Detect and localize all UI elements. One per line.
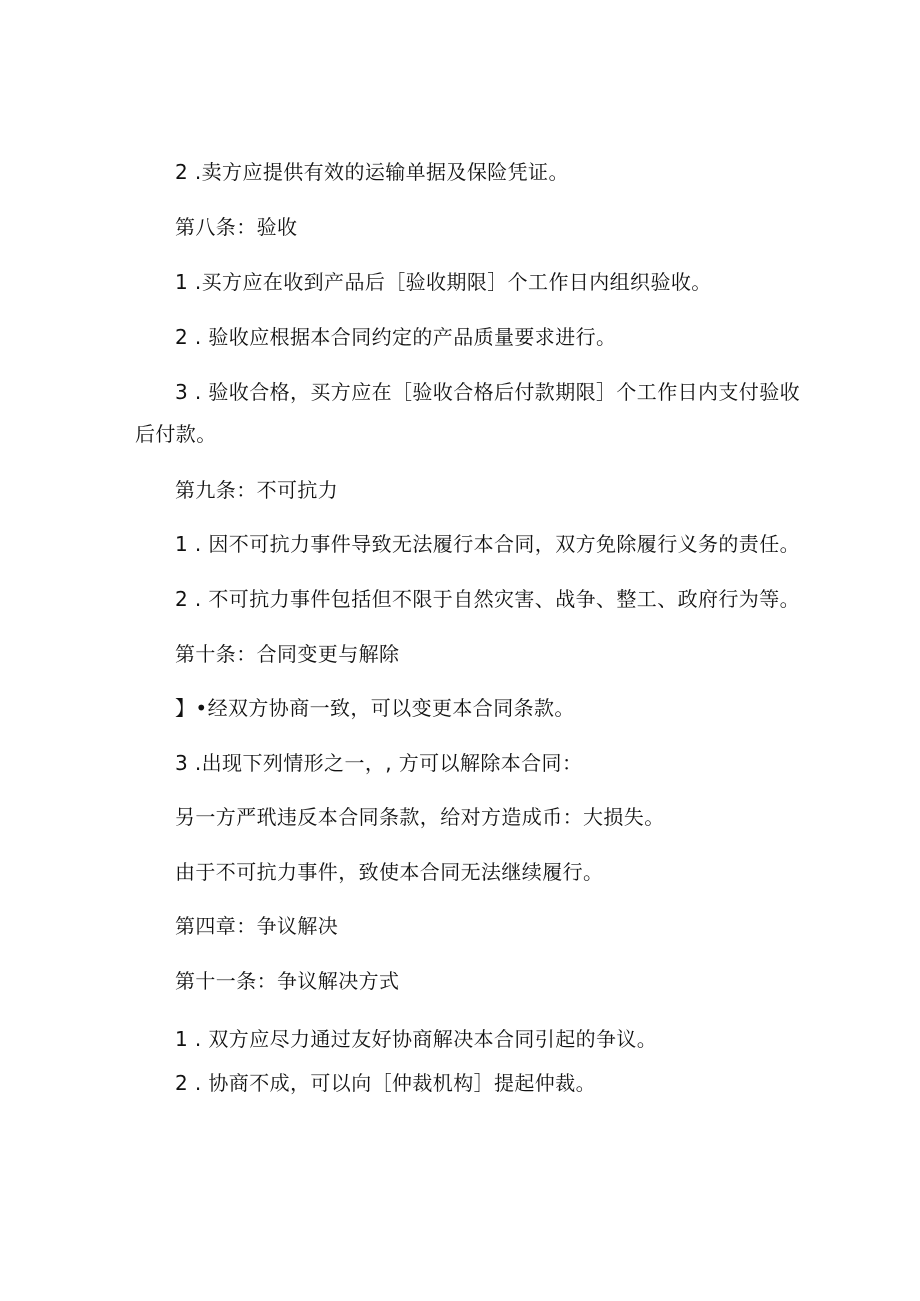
clause-8-item-3-continued: 后付款。 [135,422,217,446]
article-8-heading: 第八条：验收 [175,215,298,239]
clause-10-condition-1: 另一方严玳违反本合同条款，给对方造成币：大损失。 [175,805,665,829]
clause-7-item-2: 2 .卖方应提供有效的运输单据及保险凭证。 [175,160,569,184]
clause-11-item-1: 1 . 双方应尽力通过友好协商解决本合同引起的争议。 [175,1027,658,1051]
article-9-heading: 第九条：不可抗力 [175,478,339,502]
clause-11-item-2: 2 . 协商不成，可以向［仲裁机构］提起仲裁。 [175,1071,596,1095]
article-11-heading: 第十一条：争议解决方式 [175,969,400,993]
clause-9-item-2: 2 . 不可抗力事件包括但不限于自然灾害、战争、整工、政府行为等。 [175,587,800,611]
chapter-4-heading: 第四章：争议解决 [175,914,339,938]
clause-9-item-1: 1 . 因不可抗力事件导致无法履行本合同，双方免除履行义务的责任。 [175,532,800,556]
clause-8-item-1: 1 .买方应在收到产品后［验收期限］个工作日内组织验收。 [175,270,712,294]
article-10-heading: 第十条：合同变更与解除 [175,642,400,666]
clause-10-item-1: 】•经双方协商一致，可以变更本合同条款。 [175,696,575,720]
clause-10-item-2: 3 .出现下列情形之一，, 方可以解除本合同： [175,751,583,775]
clause-10-condition-2: 由于不可抗力事件，致使本合同无法继续履行。 [175,860,604,884]
clause-8-item-3: 3 . 验收合格，买方应在［验收合格后付款期限］个工作日内支付验收 [175,380,800,404]
clause-8-item-2: 2 . 验收应根据本合同约定的产品质量要求进行。 [175,325,617,349]
